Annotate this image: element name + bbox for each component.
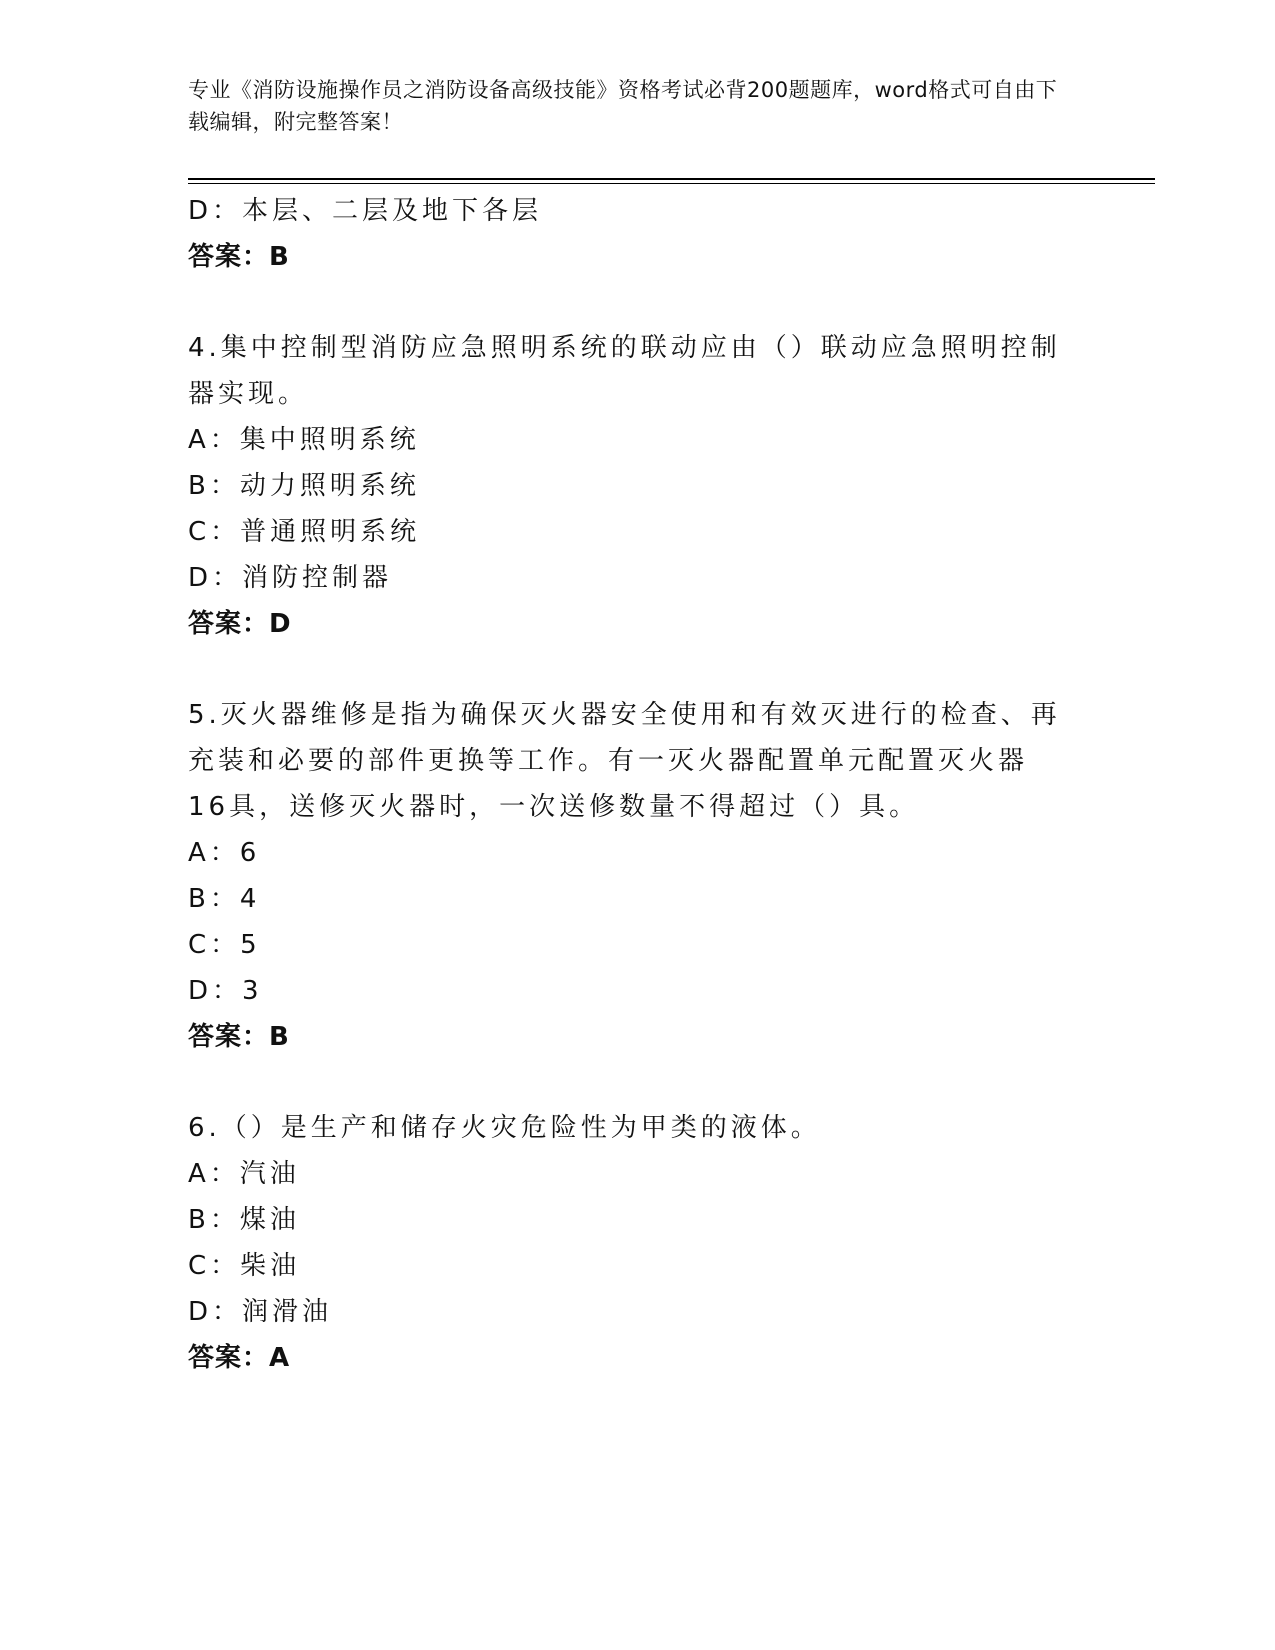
option-d: D：3 bbox=[188, 976, 263, 1006]
document-header: 专业《消防设施操作员之消防设备高级技能》资格考试必背200题题库，word格式可自由下载编辑，附完整答案！ bbox=[188, 78, 1058, 134]
option-d: D：消防控制器 bbox=[188, 563, 393, 593]
answer-line: 答案：A bbox=[188, 1343, 291, 1373]
question-text: 6.（）是生产和储存火灾危险性为甲类的液体。 bbox=[188, 1113, 821, 1143]
option-a: A：汽油 bbox=[188, 1159, 300, 1189]
option-d: D：润滑油 bbox=[188, 1297, 333, 1327]
question-6 bbox=[188, 1105, 1068, 1381]
question-4 bbox=[188, 325, 1068, 647]
option-c: C：柴油 bbox=[188, 1251, 301, 1281]
answer-line: 答案：B bbox=[188, 242, 290, 272]
header-rule-thick bbox=[188, 178, 1155, 180]
question-text: 4.集中控制型消防应急照明系统的联动应由（）联动应急照明控制器实现。 bbox=[188, 333, 1061, 409]
header-rule-thin bbox=[188, 183, 1155, 184]
question-5 bbox=[188, 692, 1068, 1060]
option-c: C：普通照明系统 bbox=[188, 517, 421, 547]
answer-line: 答案：D bbox=[188, 609, 292, 639]
question-list bbox=[188, 188, 1068, 1381]
option-a: A：集中照明系统 bbox=[188, 425, 420, 455]
option-b: B：煤油 bbox=[188, 1205, 300, 1235]
answer-line: 答案：B bbox=[188, 1022, 290, 1052]
option-c: C：5 bbox=[188, 930, 261, 960]
option-d: D：本层、二层及地下各层 bbox=[188, 196, 543, 226]
question-text: 5.灭火器维修是指为确保灭火器安全使用和有效灭进行的检查、再充装和必要的部件更换等工作。有一灭火器配置单元配置灭火器16具，送修灭火器时，一次送修数量不得超过（）具。 bbox=[188, 700, 1061, 822]
option-b: B：动力照明系统 bbox=[188, 471, 420, 501]
option-b: B：4 bbox=[188, 884, 261, 914]
option-a: A：6 bbox=[188, 838, 261, 868]
